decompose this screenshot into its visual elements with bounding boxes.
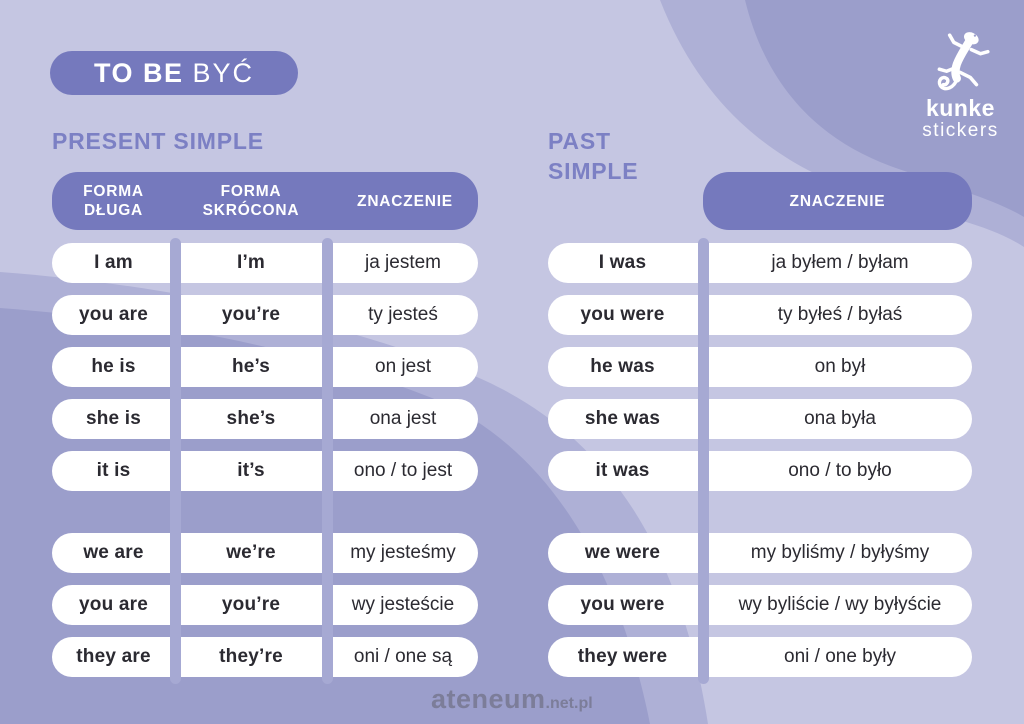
table-row (548, 347, 972, 387)
long-form-cell: you are (79, 594, 148, 615)
past-title-line2: SIMPLE (548, 158, 639, 184)
long-form-cell: he was (590, 356, 655, 377)
table-row (548, 585, 972, 625)
table-row (52, 399, 478, 439)
badge-title-light: BYĆ (192, 57, 255, 88)
column-divider-bar (170, 238, 181, 684)
meaning-cell: wy jesteście (351, 594, 455, 615)
to-be-badge (50, 51, 298, 95)
table-row (548, 533, 972, 573)
column-header-short-form: FORMA SKRÓCONA (202, 183, 300, 219)
table-row (52, 533, 478, 573)
table-row (548, 637, 972, 677)
long-form-cell: you were (580, 304, 665, 325)
long-form-cell: she is (85, 408, 142, 429)
short-form-cell: you’re (221, 304, 281, 325)
present-table-header (52, 172, 478, 230)
past-simple-title (548, 126, 638, 186)
long-form-cell: he is (91, 356, 136, 377)
short-form-cell: they’re (219, 646, 283, 667)
short-form-cell: I’m (236, 252, 266, 273)
short-form-cell: you’re (221, 594, 281, 615)
meaning-cell: ona była (804, 408, 876, 429)
table-row (548, 399, 972, 439)
short-form-cell: it’s (237, 460, 265, 481)
long-form-cell: we are (83, 542, 144, 563)
short-form-cell: we’re (226, 542, 276, 563)
table-row (52, 243, 478, 283)
meaning-cell: my jesteśmy (350, 542, 456, 563)
short-form-cell: he’s (231, 356, 271, 377)
long-form-cell: she was (584, 408, 661, 429)
present-simple-title: PRESENT SIMPLE (52, 128, 264, 154)
meaning-cell: ono / to jest (353, 460, 453, 481)
table-row (548, 243, 972, 283)
table-row (52, 347, 478, 387)
long-form-cell: you were (580, 594, 665, 615)
long-form-cell: they were (577, 646, 668, 667)
meaning-cell: ja byłem / byłam (771, 252, 909, 273)
table-row (52, 585, 478, 625)
column-header-meaning: ZNACZENIE (789, 192, 886, 210)
table-row (52, 637, 478, 677)
watermark-suffix: .net.pl (545, 695, 593, 712)
meaning-cell: ty jesteś (368, 304, 438, 325)
meaning-cell: on jest (375, 356, 431, 377)
watermark-main: ateneum (431, 684, 546, 714)
past-title-line1: PAST (548, 128, 611, 154)
long-form-cell: I am (94, 252, 133, 273)
long-form-cell: we were (584, 542, 661, 563)
past-table-header (703, 172, 972, 230)
gecko-icon (928, 30, 994, 96)
long-form-cell: it is (96, 460, 131, 481)
logo-sub-text: stickers (922, 120, 999, 141)
meaning-cell: oni / one są (353, 646, 453, 667)
meaning-cell: ja jestem (364, 252, 442, 273)
table-row (548, 295, 972, 335)
table-row (52, 295, 478, 335)
table-row (52, 451, 478, 491)
badge-title-bold: TO BE (93, 57, 184, 88)
column-header-long-form: FORMA DŁUGA (83, 183, 144, 219)
meaning-cell: wy byliście / wy byłyście (738, 594, 942, 615)
meaning-cell: ono / to było (788, 460, 892, 481)
meaning-cell: on był (814, 356, 866, 377)
short-form-cell: she’s (226, 408, 276, 429)
meaning-cell: ona jest (369, 408, 437, 429)
column-divider-bar (698, 238, 709, 684)
column-header-meaning: ZNACZENIE (357, 192, 453, 210)
logo-brand-text: kunke (926, 95, 995, 121)
meaning-cell: oni / one były (784, 646, 896, 667)
long-form-cell: I was (598, 252, 647, 273)
table-row (548, 451, 972, 491)
long-form-cell: you are (79, 304, 148, 325)
meaning-cell: ty byłeś / byłaś (777, 304, 903, 325)
meaning-cell: my byliśmy / byłyśmy (750, 542, 930, 563)
long-form-cell: they are (76, 646, 151, 667)
watermark (431, 684, 593, 715)
kunke-logo (903, 30, 1018, 141)
long-form-cell: it was (595, 460, 650, 481)
column-divider-bar (322, 238, 333, 684)
